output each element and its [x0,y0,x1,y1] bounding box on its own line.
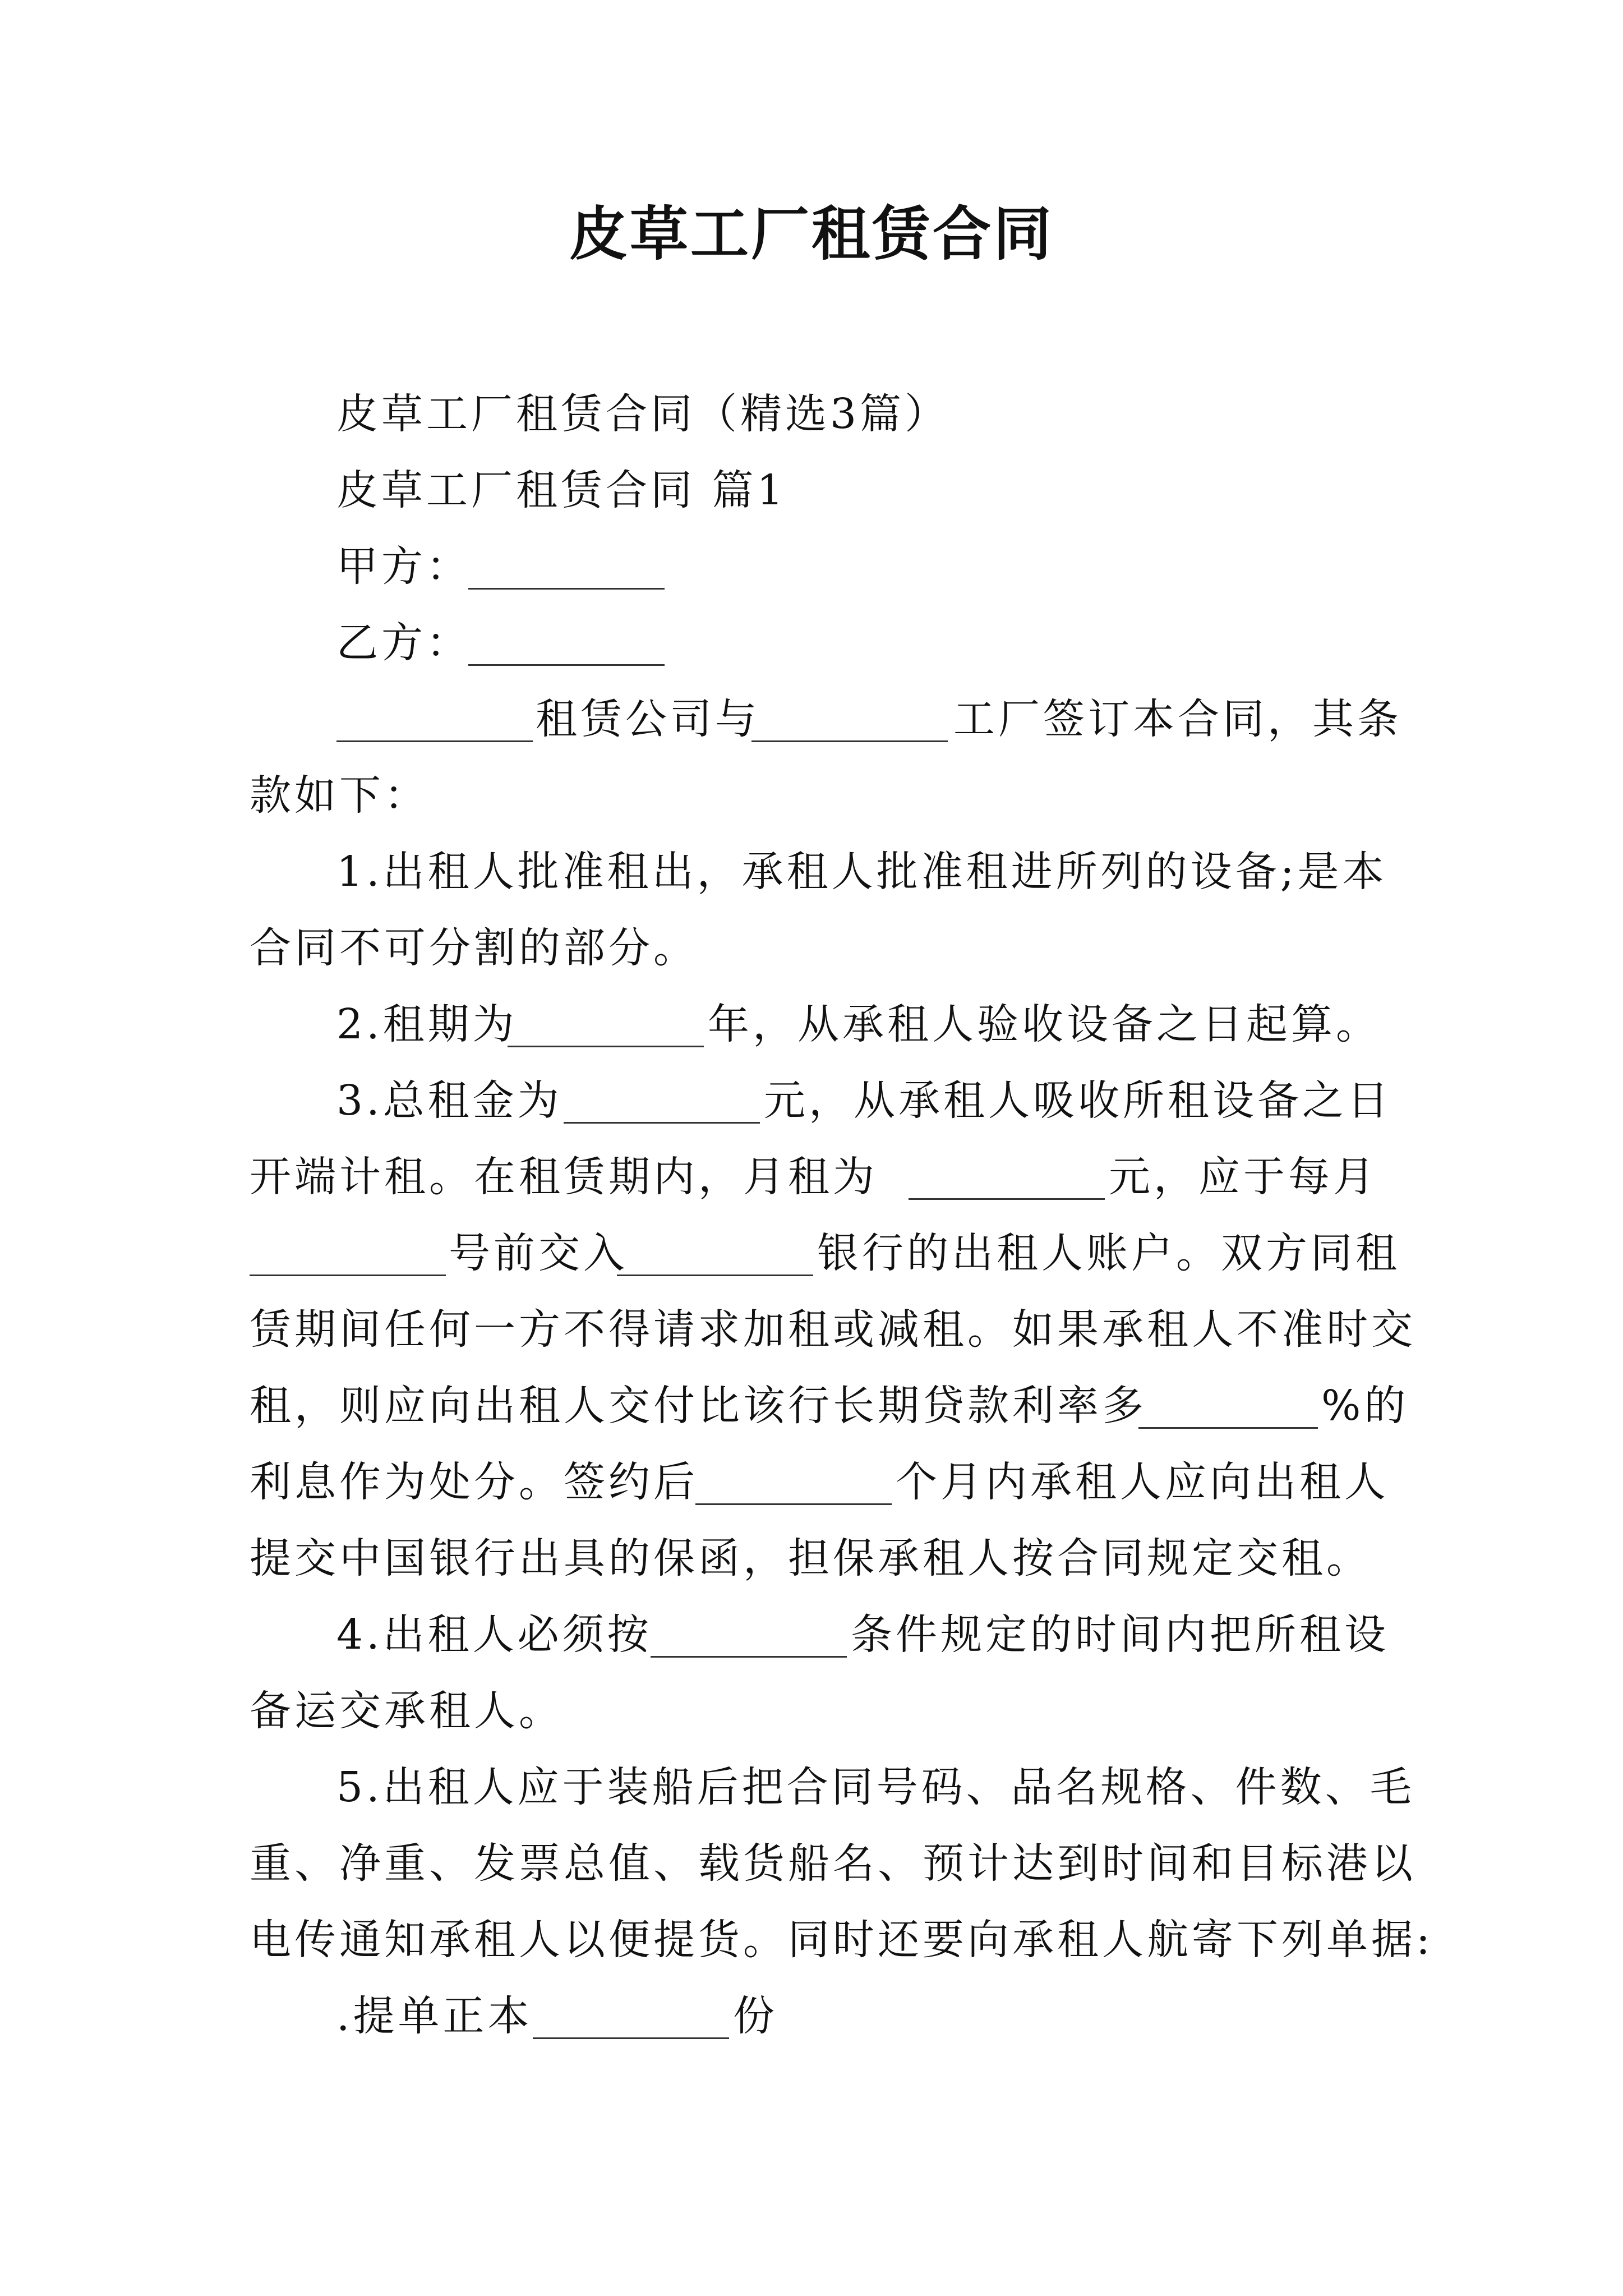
section-heading: 皮草工厂租赁合同 篇1 [336,466,787,514]
clause-1-text-2: 合同不可分割的部分。 [250,924,698,972]
clause-3-line-5 [0,1366,1623,1445]
clause-5-line-1 [0,1748,1623,1826]
clause-3-line-3 [0,1214,1623,1292]
item-1-blank [533,2037,729,2039]
party-b-line [0,604,1623,682]
party-a-line [0,527,1623,606]
clause-5-text-2: 重、净重、发票总值、载货船名、预计达到时间和目标港以 [250,1839,1416,1888]
clause-5-text-3: 电传通知承租人以便提货。同时还要向承租人航寄下列单据: [250,1916,1433,1964]
subtitle: 皮草工厂租赁合同（精选3篇） [336,390,950,438]
clause-4-line-1 [0,1595,1623,1674]
clause-3-text-1a: 3.总租金为 [336,1076,562,1125]
party-a-label: 甲方： [336,542,471,591]
clause-2-text-1: 2.租期为 [336,1000,518,1048]
clause-3-blank-2 [909,1198,1105,1200]
clause-3-line-1 [0,1061,1623,1140]
clause-3-line-2 [0,1138,1623,1216]
clause-2-blank [508,1046,704,1047]
clause-3-text-4: 赁期间任何一方不得请求加租或减租。如果承租人不准时交 [250,1305,1416,1354]
clause-2-line [0,985,1623,1064]
section-heading-line [0,451,1623,530]
clause-1-text-1: 1.出租人批准租出，承租人批准租进所列的设备;是本 [336,848,1387,896]
intro-text-1: 租赁公司与 [536,695,760,743]
clause-3-text-2a: 开端计租。在租赁期内，月租为 [250,1153,878,1201]
clause-3-line-4 [0,1290,1623,1369]
clause-3-blank-5 [1138,1427,1318,1429]
clause-5-line-2 [0,1824,1623,1903]
clause-3-text-6b: 个月内承租人应向出租人 [896,1458,1389,1506]
clause-3-text-2b: 元，应于每月 [1109,1153,1378,1201]
clause-5-line-3 [0,1901,1623,1979]
clause-4-line-2 [0,1672,1623,1750]
clause-3-blank-4 [617,1274,813,1276]
clause-1-line-2 [0,909,1623,987]
clause-4-blank [651,1656,847,1658]
clause-4-text-2: 备运交承租人。 [250,1687,564,1735]
clause-5-text-1: 5.出租人应于装船后把合同号码、品名规格、件数、毛 [336,1763,1415,1811]
party-b-blank [468,664,665,666]
clause-3-text-7: 提交中国银行出具的保函，担保承租人按合同规定交租。 [250,1534,1371,1582]
party-b-label: 乙方： [336,619,471,667]
clause-3-line-7 [0,1519,1623,1598]
clause-3-text-5a: 租，则应向出租人交付比该行长期贷款利率多 [250,1382,1147,1430]
clause-1-line-1 [0,832,1623,911]
intro-line-2 [0,756,1623,835]
intro-text-2: 工厂签订本合同，其条 [953,695,1402,743]
intro-blank-1 [336,740,533,742]
document-title: 皮草工厂租赁合同 [569,199,1054,268]
intro-line-1 [0,680,1623,758]
clause-4-text-1b: 条件规定的时间内把所租设 [851,1611,1389,1659]
clause-2-text-2: 年，从承租人验收设备之日起算。 [708,1000,1381,1048]
clause-3-text-6a: 利息作为处分。签约后 [250,1458,698,1506]
subtitle-line [0,375,1623,453]
intro-blank-2 [751,740,948,742]
party-a-blank [468,588,665,590]
clause-4-text-1a: 4.出租人必须按 [336,1611,652,1659]
clause-3-text-1b: 元，从承租人吸收所租设备之日 [764,1076,1392,1125]
clause-3-blank-1 [564,1122,760,1124]
item-1-text-1: .提单正本 [336,1992,533,2040]
item-1-line [0,1977,1623,2055]
clause-3-line-6 [0,1443,1623,1521]
clause-3-text-3a: 号前交入 [449,1229,628,1277]
clause-3-text-5b: %的 [1321,1382,1409,1430]
intro-text-3: 款如下： [250,771,429,820]
clause-3-text-3b: 银行的出租人账户。双方同租 [817,1229,1400,1277]
clause-3-blank-3 [250,1274,446,1276]
item-1-text-2: 份 [733,1992,778,2040]
clause-3-blank-6 [695,1503,892,1505]
